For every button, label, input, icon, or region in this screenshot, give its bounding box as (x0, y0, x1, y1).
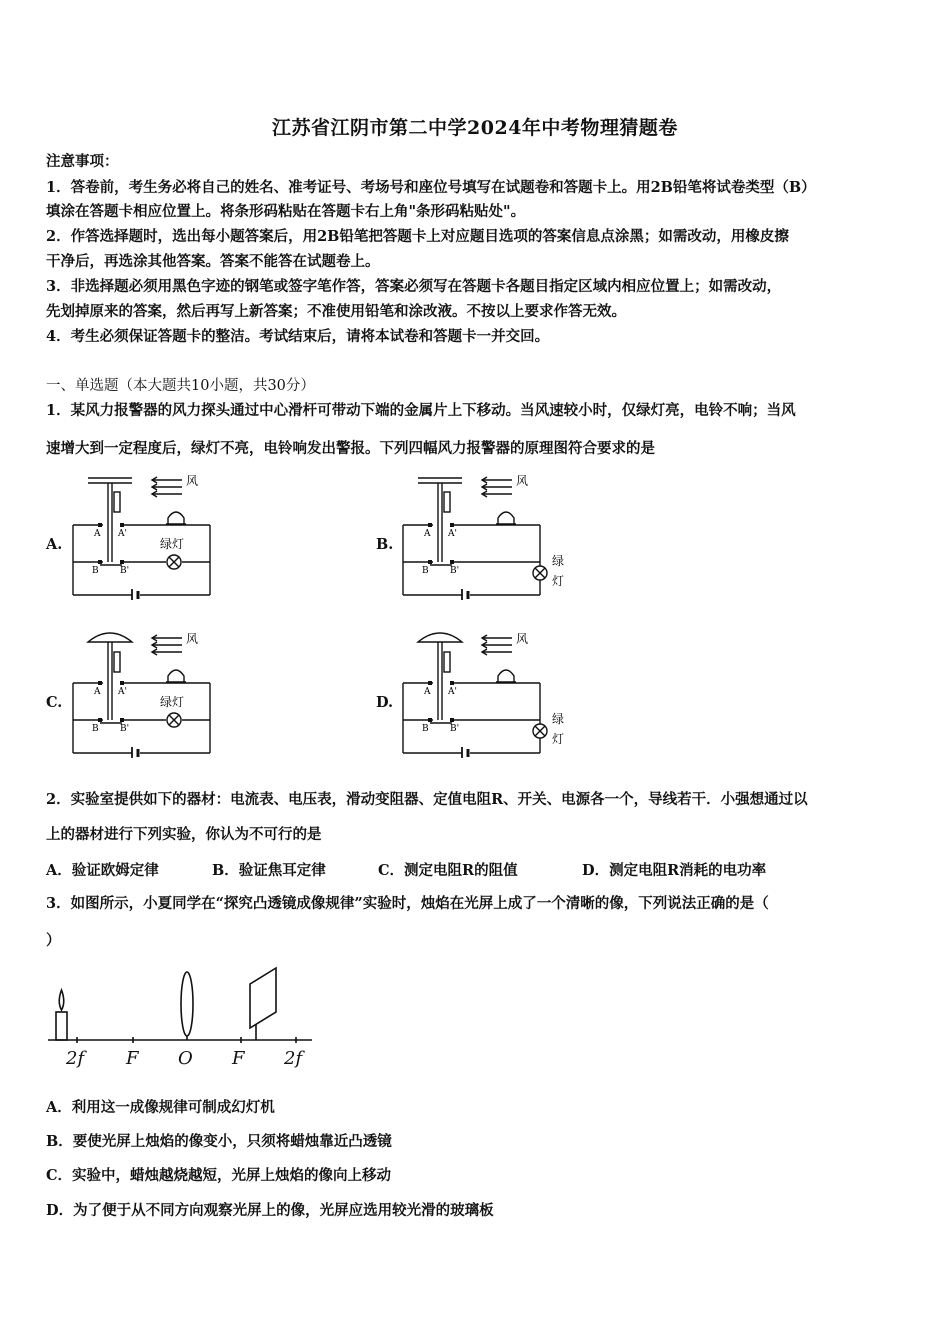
wind-label: 风 (186, 474, 199, 488)
notice-line: 4．考生必须保证答题卡的整洁。考试结束后，请将本试卷和答题卡一并交回。 (46, 328, 550, 345)
notice-line: 1．答卷前，考生务必将自己的姓名、准考证号、考场号和座位号填写在试题卷和答题卡上。用2B铅笔将试卷类型（B） (46, 179, 816, 196)
contact-b-label: B (422, 724, 429, 734)
contact-a-label: A (94, 687, 101, 697)
axis-label-o: O (178, 1048, 193, 1069)
wind-label: 风 (516, 632, 529, 646)
option-d-label[interactable]: D. (376, 694, 394, 711)
contact-a-label: A (424, 687, 431, 697)
green-lamp-label: 灯 (552, 574, 565, 588)
q2-option-b[interactable]: B．验证焦耳定律 (212, 862, 326, 879)
contact-b-label: B (92, 566, 99, 576)
option-c-label[interactable]: C. (46, 694, 63, 711)
notice-line: 填涂在答题卡相应位置上。将条形码粘贴在答题卡右上角"条形码粘贴处"。 (46, 203, 526, 220)
notice-line: 2．作答选择题时，选出每小题答案后，用2B铅笔把答题卡上对应题目选项的答案信息点涂黑；如需改动，用橡皮擦 (46, 228, 789, 245)
contact-a-prime-label: A' (118, 529, 127, 539)
contact-b-prime-label: B' (120, 566, 130, 576)
page-title: 江苏省江阴市第二中学2024年中考物理猜题卷 (272, 117, 678, 139)
question-2-text: 2．实验室提供如下的器材：电流表、电压表，滑动变阻器、定值电阻R、开关、电源各一个，导线若干．小强想通过以 (46, 791, 808, 808)
option-b-label[interactable]: B. (376, 536, 394, 553)
contact-a-label: A (94, 529, 101, 539)
q3-option-a[interactable]: A．利用这一成像规律可制成幻灯机 (46, 1099, 275, 1116)
section-heading: 一、单选题（本大题共10小题，共30分） (46, 378, 315, 394)
question-1-text: 1．某风力报警器的风力探头通过中心滑杆可带动下端的金属片上下移动。当风速较小时，仅绿灯亮，电铃不响；当风 (46, 402, 796, 419)
q3-option-c[interactable]: C．实验中，蜡烛越烧越短，光屏上烛焰的像向上移动 (46, 1167, 392, 1184)
green-lamp-label: 绿 (552, 554, 565, 568)
q2-option-a[interactable]: A．验证欧姆定律 (46, 862, 159, 879)
contact-b-prime-label: B' (450, 566, 460, 576)
circuit-diagram-c (70, 628, 215, 758)
q2-option-c[interactable]: C．测定电阻R的阻值 (378, 862, 518, 879)
contact-b-prime-label: B' (120, 724, 130, 734)
notice-line: 先划掉原来的答案，然后再写上新答案；不准使用铅笔和涂改液。不按以上要求作答无效。 (46, 303, 626, 320)
axis-label-f-right: F (232, 1048, 245, 1069)
axis-label-2f-left: 2f (66, 1048, 85, 1069)
option-a-label[interactable]: A. (46, 536, 63, 553)
axis-label-2f-right: 2f (284, 1048, 303, 1069)
q3-option-d[interactable]: D．为了便于从不同方向观察光屏上的像，光屏应选用较光滑的玻璃板 (46, 1202, 494, 1219)
contact-a-prime-label: A' (448, 529, 457, 539)
contact-a-prime-label: A' (118, 687, 127, 697)
question-2-options (46, 859, 766, 880)
contact-a-label: A (424, 529, 431, 539)
question-2-text: 上的器材进行下列实验，你认为不可行的是 (46, 826, 322, 843)
circuit-diagram-b (400, 470, 575, 600)
notice-heading: 注意事项： (46, 153, 119, 170)
green-lamp-label: 绿灯 (160, 695, 185, 709)
optics-bench-diagram (44, 960, 324, 1075)
question-1-text: 速增大到一定程度后，绿灯不亮，电铃响发出警报。下列四幅风力报警器的原理图符合要求的是 (46, 440, 655, 457)
notice-line: 3．非选择题必须用黑色字迹的钢笔或签字笔作答，答案必须写在答题卡各题目指定区域内相应位置上；如需改动， (46, 278, 782, 295)
green-lamp-label: 灯 (552, 732, 565, 746)
q2-option-d[interactable]: D．测定电阻R消耗的电功率 (582, 862, 767, 879)
green-lamp-label: 绿灯 (160, 537, 185, 551)
question-3-text: 3．如图所示，小夏同学在“探究凸透镜成像规律”实验时，烛焰在光屏上成了一个清晰的像，下列说法正确的是（ (46, 895, 769, 912)
q3-option-b[interactable]: B．要使光屏上烛焰的像变小，只须将蜡烛靠近凸透镜 (46, 1133, 392, 1150)
contact-b-label: B (92, 724, 99, 734)
question-3-text: ） (46, 932, 61, 949)
circuit-diagram-d (400, 628, 575, 758)
green-lamp-label: 绿 (552, 712, 565, 726)
contact-b-label: B (422, 566, 429, 576)
wind-label: 风 (516, 474, 529, 488)
circuit-diagram-a (70, 470, 215, 600)
axis-label-f-left: F (126, 1048, 139, 1069)
notice-line: 干净后，再选涂其他答案。答案不能答在试题卷上。 (46, 253, 380, 270)
contact-a-prime-label: A' (448, 687, 457, 697)
wind-label: 风 (186, 632, 199, 646)
contact-b-prime-label: B' (450, 724, 460, 734)
